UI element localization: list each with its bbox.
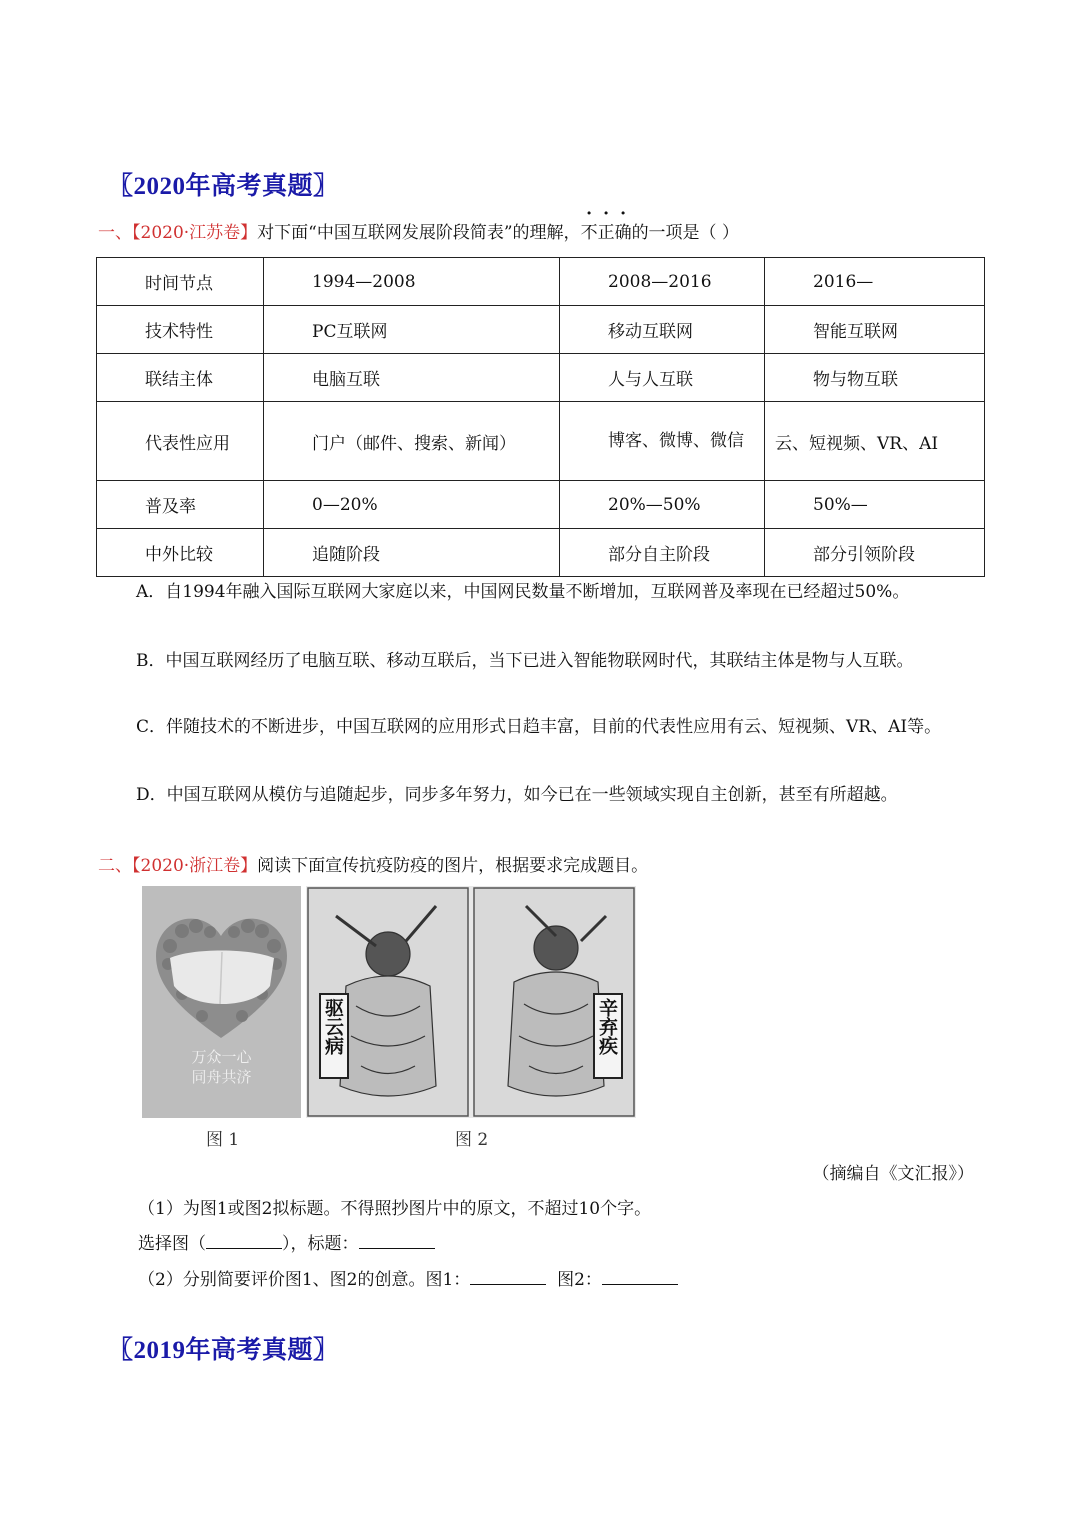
title-blank[interactable] (359, 1232, 435, 1249)
option-a: A．自1994年融入国际互联网大家庭以来，中国网民数量不断增加，互联网普及率现在已经超过50%。 (136, 582, 910, 602)
question-1-number: 一、 (98, 223, 132, 243)
question-2-stem (98, 851, 648, 876)
table-cell: 技术特性 (97, 306, 264, 354)
table-row (97, 306, 985, 354)
table-row (97, 354, 985, 402)
figure-1-comment-blank[interactable] (470, 1268, 546, 1285)
sub-question-2-text: （2）分别简要评价图1、图2的创意。图1： (138, 1270, 471, 1290)
table-cell: 电脑互联 (264, 354, 560, 402)
table-row (97, 258, 985, 306)
table-cell: 追随阶段 (264, 529, 560, 577)
figure-2-label: 图2： (557, 1270, 602, 1290)
sub-question-1: （1）为图1或图2拟标题。不得照抄图片中的原文，不超过10个字。 (138, 1199, 652, 1219)
select-figure-label: 选择图（ (138, 1234, 206, 1254)
table-cell: 代表性应用 (97, 402, 264, 481)
table-cell: 2016— (765, 258, 985, 306)
figure-2-right-label: 辛弃疾 (596, 998, 618, 1055)
figure-1-text-2: 同舟共济 (191, 1068, 252, 1086)
emphasis-char-1: 不 (580, 223, 598, 243)
table-cell: 智能互联网 (765, 306, 985, 354)
door-gods-illustration (306, 886, 636, 1118)
table-cell: 联结主体 (97, 354, 264, 402)
sub-question-1-answer (138, 1229, 435, 1254)
option-b: B．中国互联网经历了电脑互联、移动互联后，当下已进入智能物联网时代，其联结主体是物与人互联。 (136, 651, 914, 671)
table-cell: 时间节点 (97, 258, 264, 306)
source-note: （摘编自《文汇报》） (812, 1164, 974, 1184)
emphasis-char-2: 正 (597, 223, 615, 243)
emphasis-char-3: 确 (614, 223, 632, 243)
table-cell: 部分自主阶段 (560, 529, 765, 577)
table-row (97, 481, 985, 529)
section-title-2019: 〖2019年高考真题〗 (108, 1337, 339, 1364)
table-cell: 1994—2008 (264, 258, 560, 306)
table-cell: PC互联网 (264, 306, 560, 354)
table-cell: 移动互联网 (560, 306, 765, 354)
section-title-2020: 〖2020年高考真题〗 (108, 173, 339, 200)
table-cell: 普及率 (97, 481, 264, 529)
table-cell: 中外比较 (97, 529, 264, 577)
table-cell: 物与物互联 (765, 354, 985, 402)
table-cell (560, 402, 765, 481)
question-2-source: 【2020·浙江卷】 (132, 856, 258, 876)
figure-2-caption: 图 2 (455, 1130, 489, 1150)
figure-2 (306, 886, 636, 1118)
table-row (97, 402, 985, 481)
option-d: D．中国互联网从模仿与追随起步，同步多年努力，如今已在一些领域实现自主创新，甚至有所超越。 (136, 785, 898, 805)
sub-question-2 (138, 1265, 678, 1290)
table-cell-text: 博客、微博、微信 (608, 431, 744, 451)
question-1-stem (98, 218, 739, 243)
question-2-number: 二、 (98, 856, 132, 876)
figure-1-caption: 图 1 (206, 1130, 240, 1150)
table-cell: 部分引领阶段 (765, 529, 985, 577)
figure-choice-blank[interactable] (206, 1232, 282, 1249)
internet-development-table (96, 257, 985, 577)
figure-1-text-1: 万众一心 (191, 1048, 252, 1066)
figure-2-comment-blank[interactable] (602, 1268, 678, 1285)
question-1-text-b: 的一项是（ ） (631, 223, 739, 243)
table-cell: 人与人互联 (560, 354, 765, 402)
question-1-source: 【2020·江苏卷】 (132, 223, 258, 243)
table-cell: 0—20% (264, 481, 560, 529)
table-cell: 2008—2016 (560, 258, 765, 306)
table-cell: 50%— (765, 481, 985, 529)
table-cell: 云、短视频、VR、AI (765, 402, 985, 481)
table-cell: 门户（邮件、搜索、新闻） (264, 402, 560, 481)
question-2-text: 阅读下面宣传抗疫防疫的图片，根据要求完成题目。 (257, 856, 649, 876)
table-cell: 20%—50% (560, 481, 765, 529)
option-c: C．伴随技术的不断进步，中国互联网的应用形式日趋丰富，目前的代表性应用有云、短视频、VR、AI等。 (136, 717, 942, 737)
table-row (97, 529, 985, 577)
figure-1 (142, 886, 301, 1118)
question-1-text-a: 对下面“中国互联网发展阶段简表”的理解， (257, 223, 581, 243)
title-label: ），标题： (282, 1234, 359, 1254)
figure-2-left-label: 驱云病 (322, 998, 344, 1055)
